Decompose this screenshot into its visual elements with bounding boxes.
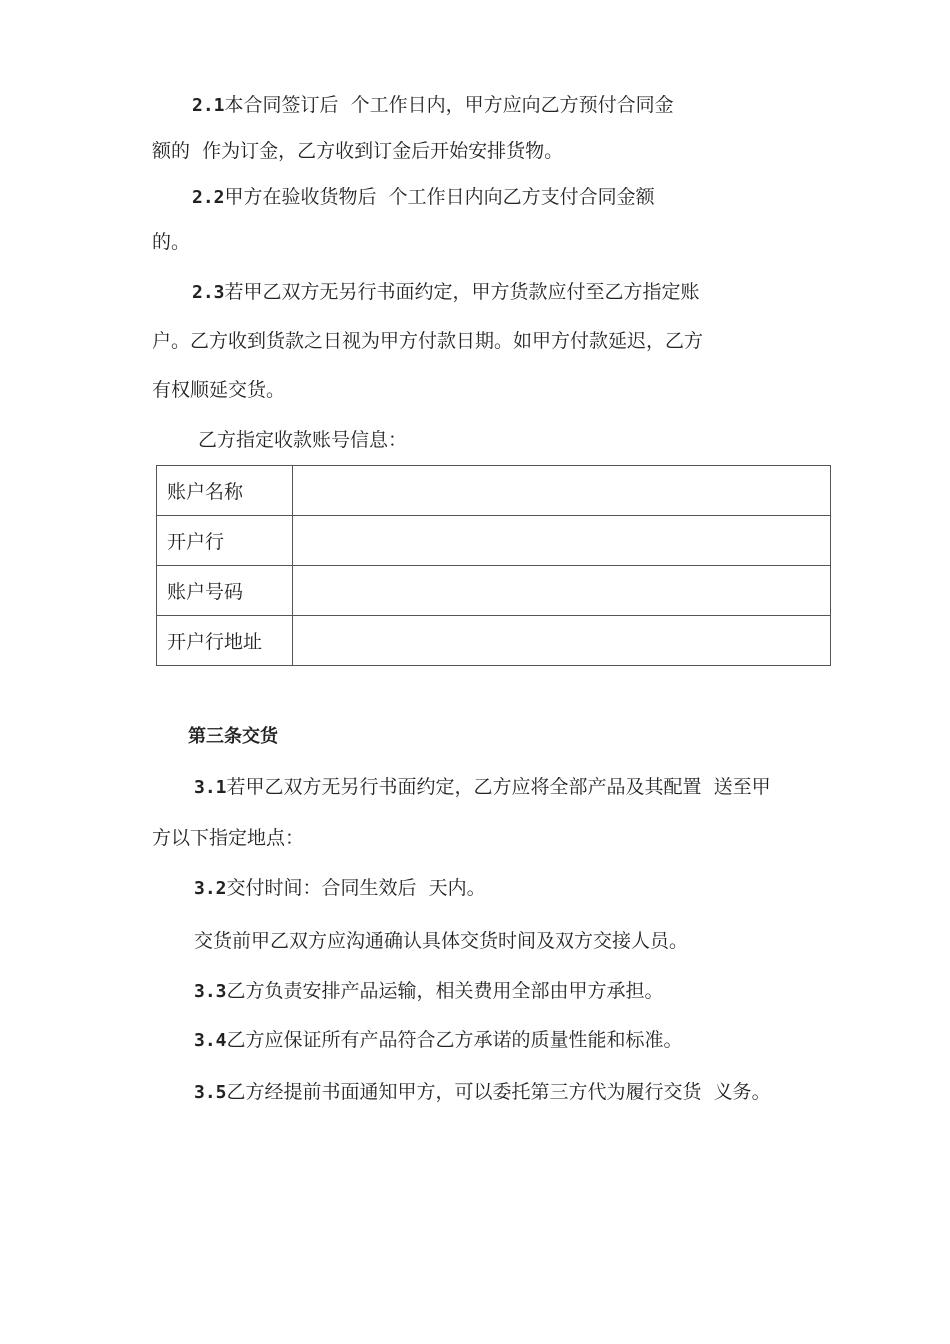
bank-address-label: 开户行地址 — [157, 616, 293, 666]
clause-text: 乙方负责安排产品运输，相关费用全部由甲方承担。 — [226, 980, 664, 1002]
clause-3-1-line-1 — [194, 775, 771, 800]
clause-number: 2.3 — [192, 282, 225, 303]
clause-2-1-line-1 — [192, 93, 674, 118]
clause-number: 3.3 — [194, 981, 227, 1002]
section-3-heading: 第三条交货 — [188, 726, 278, 747]
clause-number: 3.4 — [194, 1030, 227, 1051]
table-row — [157, 616, 831, 666]
clause-3-2-line-2: 交货前甲乙双方应沟通确认具体交货时间及双方交接人员。 — [194, 930, 689, 952]
clause-text: 本合同签订后 个工作日内，甲方应向乙方预付合同金 — [224, 94, 674, 116]
clause-3-5 — [194, 1080, 771, 1105]
bank-label: 开户行 — [157, 516, 293, 566]
clause-text: 若甲乙双方无另行书面约定，甲方货款应付至乙方指定账 — [224, 281, 700, 303]
account-intro: 乙方指定收款账号信息： — [198, 429, 408, 451]
clause-number: 2.1 — [192, 95, 225, 116]
account-number-value — [293, 566, 831, 616]
table-row — [157, 516, 831, 566]
account-name-label: 账户名称 — [157, 466, 293, 516]
clause-2-2-line-1 — [192, 185, 655, 210]
clause-text: 交付时间：合同生效后 天内。 — [226, 877, 486, 899]
clause-number: 3.1 — [194, 777, 227, 798]
clause-text: 乙方经提前书面通知甲方，可以委托第三方代为履行交货 义务。 — [226, 1081, 771, 1103]
clause-3-4 — [194, 1028, 683, 1053]
clause-number: 3.5 — [194, 1082, 227, 1103]
account-name-value — [293, 466, 831, 516]
clause-number: 2.2 — [192, 187, 225, 208]
clause-2-3-line-1 — [192, 280, 700, 305]
clause-3-3 — [194, 979, 664, 1004]
clause-text: 甲方在验收货物后 个工作日内向乙方支付合同金额 — [224, 186, 655, 208]
table-row — [157, 566, 831, 616]
table-row — [157, 466, 831, 516]
bank-value — [293, 516, 831, 566]
clause-2-3-line-2: 户。乙方收到货款之日视为甲方付款日期。如甲方付款延迟，乙方 — [152, 330, 704, 352]
clause-2-1-line-2: 额的 作为订金，乙方收到订金后开始安排货物。 — [152, 140, 564, 162]
clause-number: 3.2 — [194, 878, 227, 899]
clause-3-1-line-2: 方以下指定地点： — [152, 827, 305, 849]
account-info-table — [156, 465, 831, 666]
clause-text: 乙方应保证所有产品符合乙方承诺的质量性能和标准。 — [226, 1029, 683, 1051]
bank-address-value — [293, 616, 831, 666]
account-number-label: 账户号码 — [157, 566, 293, 616]
clause-2-2-line-2: 的。 — [152, 231, 191, 253]
clause-3-2-line-1 — [194, 876, 486, 901]
clause-text: 若甲乙双方无另行书面约定，乙方应将全部产品及其配置 送至甲 — [226, 776, 771, 798]
clause-2-3-line-3: 有权顺延交货。 — [152, 379, 286, 401]
